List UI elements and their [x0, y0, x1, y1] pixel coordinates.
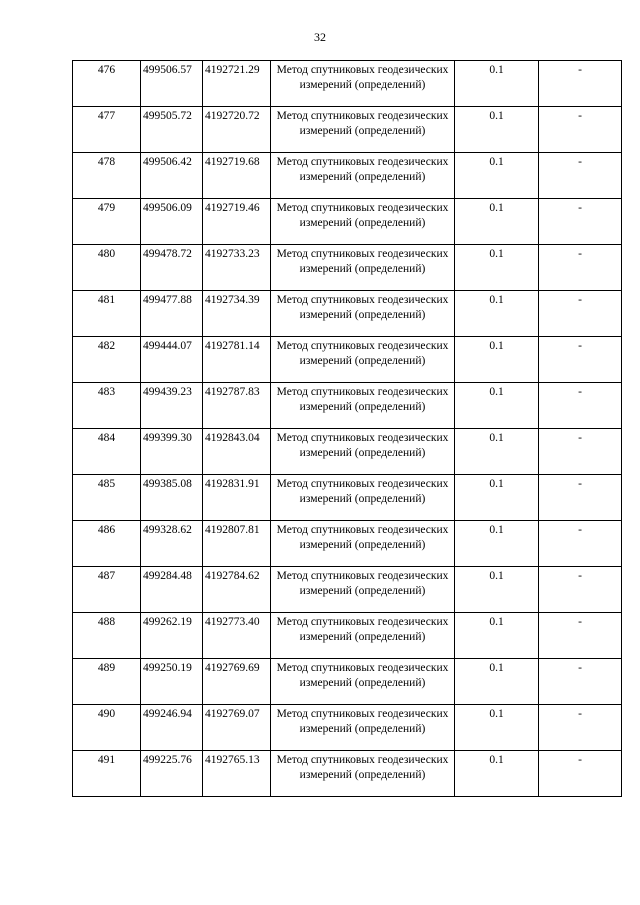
x-coordinate-cell: 499506.57	[141, 61, 203, 107]
x-coordinate-cell: 499444.07	[141, 337, 203, 383]
method-cell: Метод спутниковых геодезических измерений (определений)	[271, 475, 455, 521]
point-number-cell: 484	[73, 429, 141, 475]
table-row	[73, 199, 622, 245]
accuracy-cell: 0.1	[455, 613, 539, 659]
point-number-cell: 481	[73, 291, 141, 337]
table-body	[73, 61, 622, 797]
table-row	[73, 153, 622, 199]
table-row	[73, 383, 622, 429]
table-row	[73, 659, 622, 705]
x-coordinate-cell: 499439.23	[141, 383, 203, 429]
method-cell: Метод спутниковых геодезических измерений (определений)	[271, 567, 455, 613]
y-coordinate-cell: 4192784.62	[203, 567, 271, 613]
x-coordinate-cell: 499506.42	[141, 153, 203, 199]
method-cell: Метод спутниковых геодезических измерений (определений)	[271, 107, 455, 153]
note-cell: -	[539, 245, 622, 291]
note-cell: -	[539, 613, 622, 659]
point-number-cell: 478	[73, 153, 141, 199]
x-coordinate-cell: 499477.88	[141, 291, 203, 337]
note-cell: -	[539, 705, 622, 751]
method-cell: Метод спутниковых геодезических измерений (определений)	[271, 751, 455, 797]
table-row	[73, 107, 622, 153]
point-number-cell: 476	[73, 61, 141, 107]
accuracy-cell: 0.1	[455, 475, 539, 521]
accuracy-cell: 0.1	[455, 567, 539, 613]
y-coordinate-cell: 4192765.13	[203, 751, 271, 797]
method-cell: Метод спутниковых геодезических измерений (определений)	[271, 659, 455, 705]
method-cell: Метод спутниковых геодезических измерений (определений)	[271, 613, 455, 659]
table-row	[73, 705, 622, 751]
x-coordinate-cell: 499328.62	[141, 521, 203, 567]
accuracy-cell: 0.1	[455, 705, 539, 751]
y-coordinate-cell: 4192773.40	[203, 613, 271, 659]
y-coordinate-cell: 4192843.04	[203, 429, 271, 475]
point-number-cell: 480	[73, 245, 141, 291]
point-number-cell: 490	[73, 705, 141, 751]
point-number-cell: 488	[73, 613, 141, 659]
accuracy-cell: 0.1	[455, 61, 539, 107]
y-coordinate-cell: 4192781.14	[203, 337, 271, 383]
note-cell: -	[539, 107, 622, 153]
point-number-cell: 483	[73, 383, 141, 429]
accuracy-cell: 0.1	[455, 291, 539, 337]
accuracy-cell: 0.1	[455, 337, 539, 383]
accuracy-cell: 0.1	[455, 199, 539, 245]
method-cell: Метод спутниковых геодезических измерений (определений)	[271, 199, 455, 245]
coordinates-table	[72, 60, 622, 797]
accuracy-cell: 0.1	[455, 107, 539, 153]
x-coordinate-cell: 499399.30	[141, 429, 203, 475]
point-number-cell: 477	[73, 107, 141, 153]
x-coordinate-cell: 499246.94	[141, 705, 203, 751]
point-number-cell: 482	[73, 337, 141, 383]
x-coordinate-cell: 499385.08	[141, 475, 203, 521]
y-coordinate-cell: 4192733.23	[203, 245, 271, 291]
y-coordinate-cell: 4192831.91	[203, 475, 271, 521]
accuracy-cell: 0.1	[455, 245, 539, 291]
point-number-cell: 489	[73, 659, 141, 705]
method-cell: Метод спутниковых геодезических измерений (определений)	[271, 705, 455, 751]
accuracy-cell: 0.1	[455, 659, 539, 705]
note-cell: -	[539, 153, 622, 199]
method-cell: Метод спутниковых геодезических измерений (определений)	[271, 61, 455, 107]
x-coordinate-cell: 499284.48	[141, 567, 203, 613]
x-coordinate-cell: 499478.72	[141, 245, 203, 291]
method-cell: Метод спутниковых геодезических измерений (определений)	[271, 383, 455, 429]
method-cell: Метод спутниковых геодезических измерений (определений)	[271, 521, 455, 567]
method-cell: Метод спутниковых геодезических измерений (определений)	[271, 429, 455, 475]
note-cell: -	[539, 199, 622, 245]
y-coordinate-cell: 4192769.07	[203, 705, 271, 751]
x-coordinate-cell: 499505.72	[141, 107, 203, 153]
method-cell: Метод спутниковых геодезических измерений (определений)	[271, 337, 455, 383]
note-cell: -	[539, 337, 622, 383]
y-coordinate-cell: 4192787.83	[203, 383, 271, 429]
note-cell: -	[539, 429, 622, 475]
point-number-cell: 491	[73, 751, 141, 797]
point-number-cell: 479	[73, 199, 141, 245]
y-coordinate-cell: 4192807.81	[203, 521, 271, 567]
y-coordinate-cell: 4192720.72	[203, 107, 271, 153]
accuracy-cell: 0.1	[455, 521, 539, 567]
note-cell: -	[539, 383, 622, 429]
note-cell: -	[539, 291, 622, 337]
table-row	[73, 475, 622, 521]
point-number-cell: 487	[73, 567, 141, 613]
method-cell: Метод спутниковых геодезических измерений (определений)	[271, 153, 455, 199]
table-row	[73, 61, 622, 107]
note-cell: -	[539, 61, 622, 107]
x-coordinate-cell: 499506.09	[141, 199, 203, 245]
table-row	[73, 245, 622, 291]
note-cell: -	[539, 659, 622, 705]
point-number-cell: 486	[73, 521, 141, 567]
accuracy-cell: 0.1	[455, 751, 539, 797]
note-cell: -	[539, 751, 622, 797]
note-cell: -	[539, 521, 622, 567]
y-coordinate-cell: 4192769.69	[203, 659, 271, 705]
table-row	[73, 337, 622, 383]
x-coordinate-cell: 499225.76	[141, 751, 203, 797]
x-coordinate-cell: 499262.19	[141, 613, 203, 659]
method-cell: Метод спутниковых геодезических измерений (определений)	[271, 245, 455, 291]
table-row	[73, 521, 622, 567]
note-cell: -	[539, 567, 622, 613]
method-cell: Метод спутниковых геодезических измерений (определений)	[271, 291, 455, 337]
accuracy-cell: 0.1	[455, 383, 539, 429]
table-row	[73, 751, 622, 797]
page-number: 32	[314, 30, 326, 44]
y-coordinate-cell: 4192734.39	[203, 291, 271, 337]
y-coordinate-cell: 4192719.68	[203, 153, 271, 199]
table-row	[73, 567, 622, 613]
table-row	[73, 429, 622, 475]
accuracy-cell: 0.1	[455, 153, 539, 199]
accuracy-cell: 0.1	[455, 429, 539, 475]
point-number-cell: 485	[73, 475, 141, 521]
table-row	[73, 291, 622, 337]
table-row	[73, 613, 622, 659]
x-coordinate-cell: 499250.19	[141, 659, 203, 705]
note-cell: -	[539, 475, 622, 521]
y-coordinate-cell: 4192721.29	[203, 61, 271, 107]
y-coordinate-cell: 4192719.46	[203, 199, 271, 245]
